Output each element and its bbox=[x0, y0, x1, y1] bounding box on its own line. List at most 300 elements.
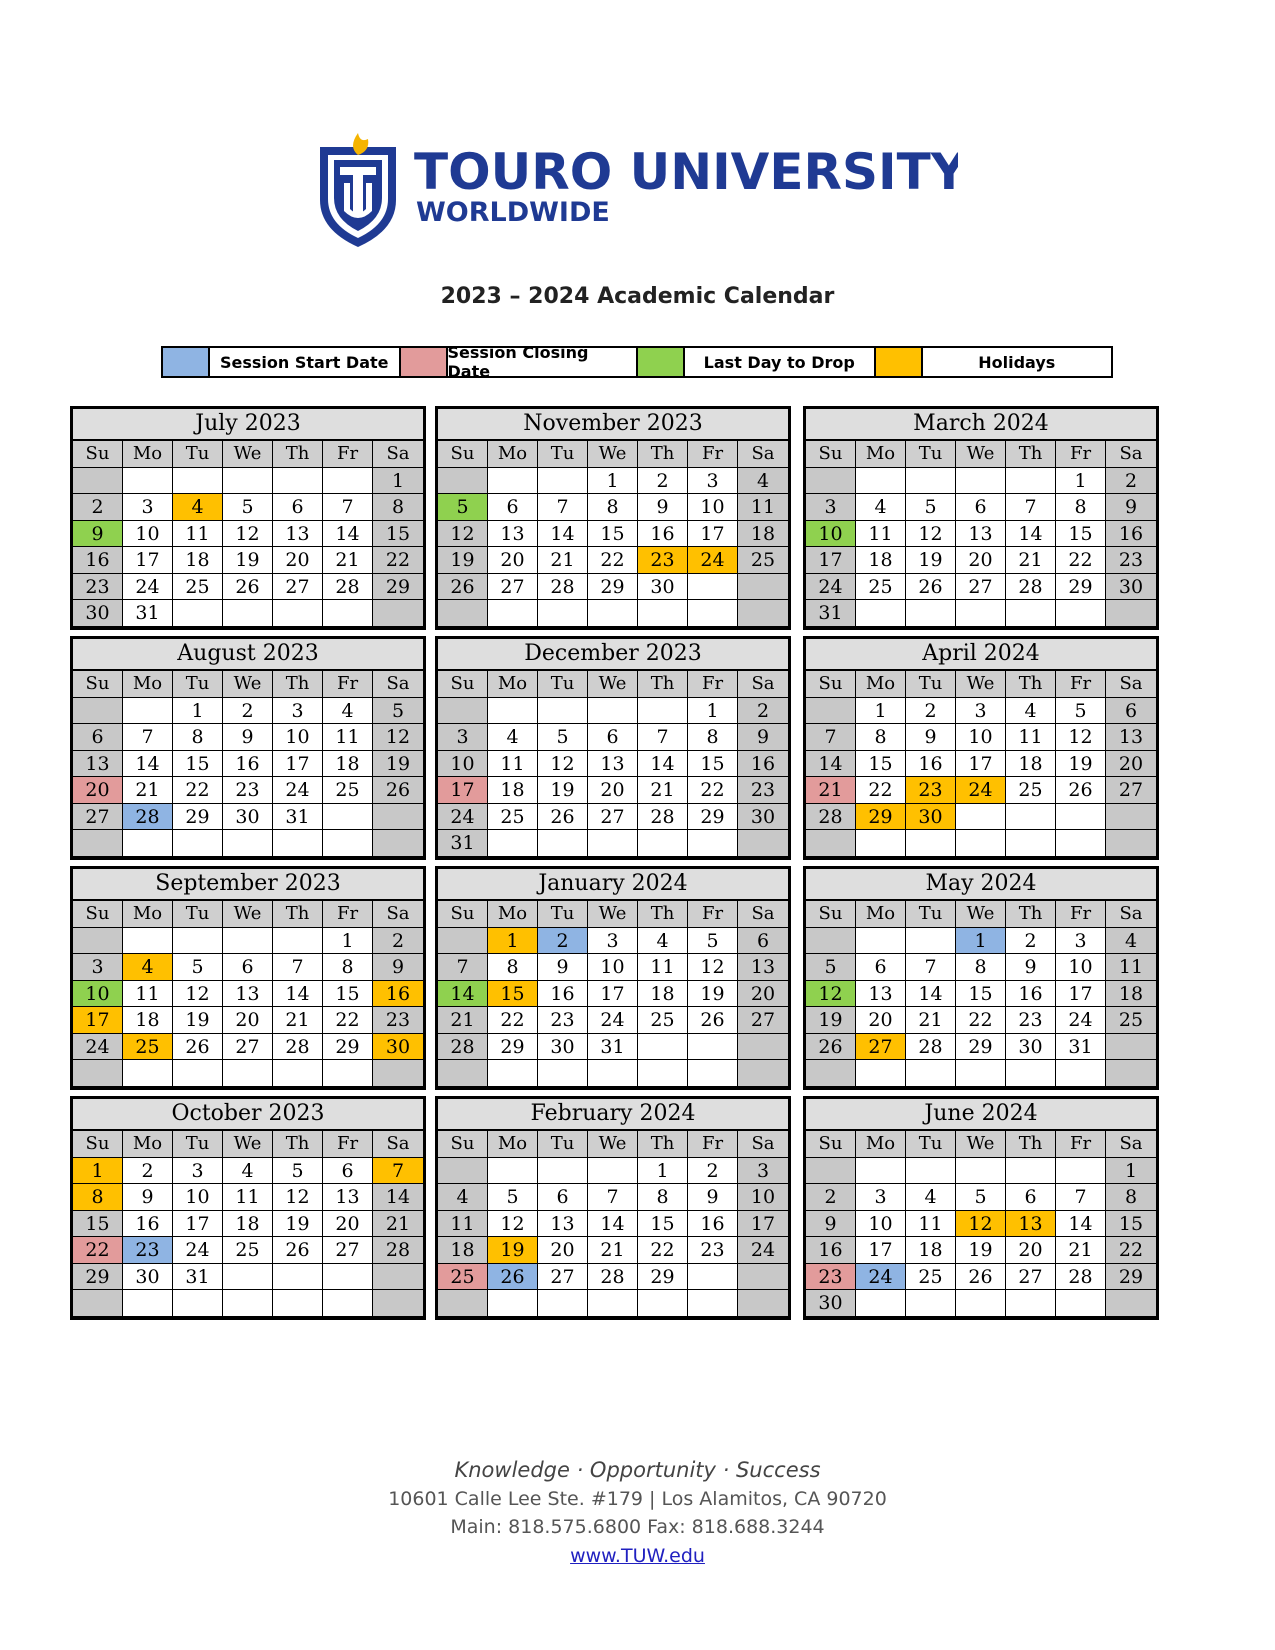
day-cell: 15 bbox=[173, 751, 223, 778]
empty-cell bbox=[688, 1034, 738, 1061]
day-cell: 31 bbox=[438, 830, 488, 857]
month-title: April 2024 bbox=[806, 639, 1156, 671]
day-cell: 1 bbox=[373, 468, 423, 495]
day-cell: 25 bbox=[1006, 777, 1056, 804]
day-cell: 25 bbox=[123, 1034, 173, 1061]
day-cell: 12 bbox=[273, 1184, 323, 1211]
weekday-header: Th bbox=[1006, 441, 1056, 468]
empty-cell bbox=[956, 1060, 1006, 1087]
day-cell: 31 bbox=[1056, 1034, 1106, 1061]
weekday-header: Fr bbox=[1056, 671, 1106, 698]
day-cell: 19 bbox=[173, 1007, 223, 1034]
empty-cell bbox=[173, 1290, 223, 1317]
empty-cell bbox=[123, 830, 173, 857]
day-cell: 17 bbox=[956, 751, 1006, 778]
day-cell: 2 bbox=[123, 1158, 173, 1185]
weekday-header: Sa bbox=[373, 901, 423, 928]
empty-cell bbox=[856, 928, 906, 955]
weekday-header: Fr bbox=[688, 901, 738, 928]
day-cell: 9 bbox=[1006, 954, 1056, 981]
day-cell: 3 bbox=[588, 928, 638, 955]
day-cell: 22 bbox=[373, 547, 423, 574]
empty-cell bbox=[1006, 600, 1056, 627]
day-cell: 13 bbox=[1106, 724, 1156, 751]
empty-cell bbox=[173, 600, 223, 627]
day-cell: 2 bbox=[538, 928, 588, 955]
day-cell: 11 bbox=[488, 751, 538, 778]
day-cell: 14 bbox=[638, 751, 688, 778]
empty-cell bbox=[738, 830, 788, 857]
day-cell: 10 bbox=[438, 751, 488, 778]
day-cell: 6 bbox=[1006, 1184, 1056, 1211]
day-cell: 16 bbox=[123, 1211, 173, 1238]
day-cell: 2 bbox=[223, 698, 273, 725]
month-calendar bbox=[70, 1096, 426, 1320]
weekday-header: We bbox=[588, 441, 638, 468]
weekday-header: Mo bbox=[856, 901, 906, 928]
empty-cell bbox=[373, 1290, 423, 1317]
day-cell: 25 bbox=[488, 804, 538, 831]
day-cell: 7 bbox=[1006, 494, 1056, 521]
empty-cell bbox=[906, 1158, 956, 1185]
day-cell: 30 bbox=[538, 1034, 588, 1061]
weekday-header: Su bbox=[438, 1131, 488, 1158]
day-cell: 28 bbox=[538, 574, 588, 601]
day-cell: 24 bbox=[806, 574, 856, 601]
legend-label: Session Start Date bbox=[210, 348, 401, 376]
day-cell: 23 bbox=[223, 777, 273, 804]
day-cell: 13 bbox=[323, 1184, 373, 1211]
weekday-header: We bbox=[588, 671, 638, 698]
day-cell: 26 bbox=[173, 1034, 223, 1061]
empty-cell bbox=[856, 830, 906, 857]
day-cell: 11 bbox=[323, 724, 373, 751]
day-cell: 20 bbox=[273, 547, 323, 574]
empty-cell bbox=[223, 1290, 273, 1317]
day-cell: 6 bbox=[956, 494, 1006, 521]
weekday-header: Th bbox=[638, 901, 688, 928]
weekday-header: Fr bbox=[1056, 441, 1106, 468]
day-cell: 28 bbox=[323, 574, 373, 601]
weekday-header: We bbox=[956, 1131, 1006, 1158]
empty-cell bbox=[906, 830, 956, 857]
empty-cell bbox=[323, 1290, 373, 1317]
month-title: July 2023 bbox=[73, 409, 423, 441]
day-cell: 11 bbox=[438, 1211, 488, 1238]
empty-cell bbox=[638, 1060, 688, 1087]
day-cell: 19 bbox=[538, 777, 588, 804]
empty-cell bbox=[438, 1060, 488, 1087]
month-title: June 2024 bbox=[806, 1099, 1156, 1131]
weekday-header: Mo bbox=[123, 671, 173, 698]
day-cell: 10 bbox=[273, 724, 323, 751]
empty-cell bbox=[373, 830, 423, 857]
day-cell: 27 bbox=[1106, 777, 1156, 804]
empty-cell bbox=[538, 698, 588, 725]
empty-cell bbox=[73, 1290, 123, 1317]
weekday-header: Fr bbox=[323, 671, 373, 698]
day-cell: 21 bbox=[588, 1237, 638, 1264]
empty-cell bbox=[806, 468, 856, 495]
day-cell: 3 bbox=[738, 1158, 788, 1185]
day-cell: 15 bbox=[588, 521, 638, 548]
month-calendar bbox=[435, 866, 791, 1090]
weekday-header: Su bbox=[73, 671, 123, 698]
day-cell: 27 bbox=[223, 1034, 273, 1061]
day-cell: 25 bbox=[738, 547, 788, 574]
day-cell: 16 bbox=[73, 547, 123, 574]
day-cell: 15 bbox=[956, 981, 1006, 1008]
weekday-header: Tu bbox=[173, 671, 223, 698]
empty-cell bbox=[956, 600, 1006, 627]
empty-cell bbox=[123, 1060, 173, 1087]
day-cell: 14 bbox=[1056, 1211, 1106, 1238]
day-cell: 22 bbox=[856, 777, 906, 804]
day-cell: 18 bbox=[856, 547, 906, 574]
day-cell: 10 bbox=[688, 494, 738, 521]
empty-cell bbox=[906, 600, 956, 627]
weekday-header: We bbox=[223, 901, 273, 928]
day-cell: 8 bbox=[173, 724, 223, 751]
empty-cell bbox=[638, 1034, 688, 1061]
day-cell: 16 bbox=[688, 1211, 738, 1238]
day-cell: 16 bbox=[638, 521, 688, 548]
day-cell: 4 bbox=[323, 698, 373, 725]
day-cell: 10 bbox=[123, 521, 173, 548]
weekday-header: We bbox=[956, 901, 1006, 928]
day-cell: 16 bbox=[373, 981, 423, 1008]
day-cell: 14 bbox=[323, 521, 373, 548]
day-cell: 14 bbox=[438, 981, 488, 1008]
weekday-header: Th bbox=[1006, 1131, 1056, 1158]
weekday-header: Th bbox=[638, 671, 688, 698]
day-cell: 9 bbox=[738, 724, 788, 751]
day-cell: 23 bbox=[688, 1237, 738, 1264]
day-cell: 23 bbox=[738, 777, 788, 804]
day-cell: 27 bbox=[738, 1007, 788, 1034]
weekday-header: Sa bbox=[1106, 671, 1156, 698]
day-cell: 15 bbox=[856, 751, 906, 778]
day-cell: 31 bbox=[123, 600, 173, 627]
day-cell: 20 bbox=[223, 1007, 273, 1034]
day-cell: 7 bbox=[323, 494, 373, 521]
weekday-header: Fr bbox=[688, 1131, 738, 1158]
day-cell: 29 bbox=[588, 574, 638, 601]
weekday-header: Th bbox=[273, 441, 323, 468]
weekday-header: Mo bbox=[123, 901, 173, 928]
day-cell: 14 bbox=[1006, 521, 1056, 548]
day-cell: 6 bbox=[488, 494, 538, 521]
day-cell: 2 bbox=[806, 1184, 856, 1211]
day-cell: 28 bbox=[1056, 1264, 1106, 1291]
weekday-header: Th bbox=[273, 1131, 323, 1158]
day-cell: 30 bbox=[123, 1264, 173, 1291]
day-cell: 26 bbox=[488, 1264, 538, 1291]
empty-cell bbox=[688, 600, 738, 627]
weekday-header: Th bbox=[638, 441, 688, 468]
legend bbox=[161, 343, 1113, 381]
day-cell: 9 bbox=[806, 1211, 856, 1238]
day-cell: 4 bbox=[438, 1184, 488, 1211]
day-cell: 24 bbox=[273, 777, 323, 804]
day-cell: 25 bbox=[906, 1264, 956, 1291]
day-cell: 18 bbox=[1106, 981, 1156, 1008]
empty-cell bbox=[223, 1060, 273, 1087]
empty-cell bbox=[438, 468, 488, 495]
month-title: November 2023 bbox=[438, 409, 788, 441]
day-cell: 23 bbox=[638, 547, 688, 574]
day-cell: 18 bbox=[173, 547, 223, 574]
empty-cell bbox=[538, 1290, 588, 1317]
day-cell: 16 bbox=[1006, 981, 1056, 1008]
empty-cell bbox=[73, 1060, 123, 1087]
day-cell: 18 bbox=[123, 1007, 173, 1034]
empty-cell bbox=[323, 830, 373, 857]
weekday-header: We bbox=[223, 1131, 273, 1158]
day-cell: 26 bbox=[223, 574, 273, 601]
day-cell: 30 bbox=[73, 600, 123, 627]
weekday-header: We bbox=[588, 901, 638, 928]
day-cell: 27 bbox=[588, 804, 638, 831]
day-cell: 27 bbox=[488, 574, 538, 601]
weekday-header: Su bbox=[438, 671, 488, 698]
day-cell: 21 bbox=[273, 1007, 323, 1034]
empty-cell bbox=[588, 1158, 638, 1185]
day-cell: 7 bbox=[438, 954, 488, 981]
legend-swatch bbox=[876, 348, 923, 376]
empty-cell bbox=[738, 574, 788, 601]
day-cell: 25 bbox=[638, 1007, 688, 1034]
legend-label: Holidays bbox=[978, 352, 1056, 372]
legend-swatch bbox=[163, 348, 210, 376]
weekday-header: Mo bbox=[488, 441, 538, 468]
day-cell: 15 bbox=[688, 751, 738, 778]
day-cell: 4 bbox=[223, 1158, 273, 1185]
empty-cell bbox=[856, 468, 906, 495]
empty-cell bbox=[1106, 1290, 1156, 1317]
empty-cell bbox=[538, 1060, 588, 1087]
day-cell: 8 bbox=[1106, 1184, 1156, 1211]
day-cell: 29 bbox=[173, 804, 223, 831]
day-cell: 21 bbox=[323, 547, 373, 574]
day-cell: 28 bbox=[273, 1034, 323, 1061]
day-cell: 28 bbox=[906, 1034, 956, 1061]
day-cell: 6 bbox=[856, 954, 906, 981]
day-cell: 30 bbox=[1106, 574, 1156, 601]
day-cell: 27 bbox=[856, 1034, 906, 1061]
empty-cell bbox=[73, 830, 123, 857]
day-cell: 11 bbox=[1006, 724, 1056, 751]
day-cell: 16 bbox=[1106, 521, 1156, 548]
empty-cell bbox=[488, 1158, 538, 1185]
day-cell: 1 bbox=[173, 698, 223, 725]
weekday-header: Su bbox=[438, 441, 488, 468]
day-cell: 16 bbox=[738, 751, 788, 778]
day-cell: 9 bbox=[373, 954, 423, 981]
day-cell: 5 bbox=[806, 954, 856, 981]
day-cell: 3 bbox=[73, 954, 123, 981]
weekday-header: Tu bbox=[538, 1131, 588, 1158]
empty-cell bbox=[223, 1264, 273, 1291]
day-cell: 26 bbox=[438, 574, 488, 601]
day-cell: 8 bbox=[373, 494, 423, 521]
month-title: January 2024 bbox=[438, 869, 788, 901]
weekday-header: Su bbox=[73, 901, 123, 928]
month-calendar bbox=[435, 1096, 791, 1320]
day-cell: 14 bbox=[806, 751, 856, 778]
empty-cell bbox=[738, 1264, 788, 1291]
empty-cell bbox=[906, 1290, 956, 1317]
weekday-header: Mo bbox=[488, 1131, 538, 1158]
phones: Main: 818.575.6800 Fax: 818.688.3244 bbox=[450, 1516, 825, 1538]
day-cell: 29 bbox=[638, 1264, 688, 1291]
empty-cell bbox=[738, 1034, 788, 1061]
day-cell: 18 bbox=[438, 1237, 488, 1264]
day-cell: 29 bbox=[73, 1264, 123, 1291]
day-cell: 6 bbox=[73, 724, 123, 751]
day-cell: 28 bbox=[373, 1237, 423, 1264]
day-cell: 13 bbox=[73, 751, 123, 778]
month-calendar bbox=[803, 406, 1159, 630]
legend-label: Last Day to Drop bbox=[685, 348, 876, 376]
empty-cell bbox=[488, 830, 538, 857]
day-cell: 2 bbox=[738, 698, 788, 725]
day-cell: 2 bbox=[73, 494, 123, 521]
day-cell: 5 bbox=[273, 1158, 323, 1185]
empty-cell bbox=[688, 1290, 738, 1317]
day-cell: 19 bbox=[223, 547, 273, 574]
day-cell: 13 bbox=[273, 521, 323, 548]
weekday-header: Tu bbox=[173, 901, 223, 928]
day-cell: 20 bbox=[538, 1237, 588, 1264]
day-cell: 28 bbox=[638, 804, 688, 831]
weekday-header: Sa bbox=[373, 671, 423, 698]
day-cell: 28 bbox=[806, 804, 856, 831]
day-cell: 21 bbox=[806, 777, 856, 804]
day-cell: 10 bbox=[956, 724, 1006, 751]
day-cell: 14 bbox=[273, 981, 323, 1008]
logo-brand: TOURO UNIVERSITY bbox=[414, 143, 958, 201]
day-cell: 1 bbox=[638, 1158, 688, 1185]
empty-cell bbox=[173, 468, 223, 495]
day-cell: 19 bbox=[688, 981, 738, 1008]
day-cell: 9 bbox=[223, 724, 273, 751]
day-cell: 12 bbox=[806, 981, 856, 1008]
month-calendar bbox=[803, 866, 1159, 1090]
day-cell: 11 bbox=[123, 981, 173, 1008]
day-cell: 10 bbox=[588, 954, 638, 981]
day-cell: 26 bbox=[956, 1264, 1006, 1291]
day-cell: 24 bbox=[123, 574, 173, 601]
month-calendar bbox=[803, 1096, 1159, 1320]
day-cell: 4 bbox=[738, 468, 788, 495]
day-cell: 14 bbox=[588, 1211, 638, 1238]
day-cell: 1 bbox=[1106, 1158, 1156, 1185]
empty-cell bbox=[1106, 1060, 1156, 1087]
day-cell: 19 bbox=[906, 547, 956, 574]
empty-cell bbox=[538, 1158, 588, 1185]
day-cell: 27 bbox=[273, 574, 323, 601]
weekday-header: Tu bbox=[538, 671, 588, 698]
day-cell: 4 bbox=[1106, 928, 1156, 955]
empty-cell bbox=[588, 1060, 638, 1087]
day-cell: 31 bbox=[588, 1034, 638, 1061]
empty-cell bbox=[638, 600, 688, 627]
empty-cell bbox=[1006, 1060, 1056, 1087]
day-cell: 22 bbox=[73, 1237, 123, 1264]
day-cell: 9 bbox=[538, 954, 588, 981]
empty-cell bbox=[1056, 804, 1106, 831]
day-cell: 30 bbox=[373, 1034, 423, 1061]
empty-cell bbox=[488, 698, 538, 725]
day-cell: 24 bbox=[738, 1237, 788, 1264]
empty-cell bbox=[438, 928, 488, 955]
day-cell: 25 bbox=[438, 1264, 488, 1291]
day-cell: 13 bbox=[856, 981, 906, 1008]
empty-cell bbox=[956, 1158, 1006, 1185]
empty-cell bbox=[438, 600, 488, 627]
empty-cell bbox=[806, 1158, 856, 1185]
day-cell: 14 bbox=[123, 751, 173, 778]
day-cell: 8 bbox=[956, 954, 1006, 981]
weekday-header: Mo bbox=[488, 901, 538, 928]
weekday-header: Tu bbox=[906, 901, 956, 928]
day-cell: 3 bbox=[173, 1158, 223, 1185]
weekday-header: Su bbox=[806, 441, 856, 468]
empty-cell bbox=[488, 468, 538, 495]
tagline: Knowledge · Opportunity · Success bbox=[454, 1458, 821, 1482]
day-cell: 3 bbox=[688, 468, 738, 495]
day-cell: 3 bbox=[438, 724, 488, 751]
month-calendar bbox=[435, 636, 791, 860]
footer bbox=[0, 1455, 1275, 1571]
empty-cell bbox=[688, 1264, 738, 1291]
day-cell: 11 bbox=[1106, 954, 1156, 981]
day-cell: 10 bbox=[806, 521, 856, 548]
empty-cell bbox=[173, 830, 223, 857]
empty-cell bbox=[488, 600, 538, 627]
day-cell: 15 bbox=[1106, 1211, 1156, 1238]
empty-cell bbox=[123, 468, 173, 495]
weekday-header: Th bbox=[273, 901, 323, 928]
day-cell: 29 bbox=[1106, 1264, 1156, 1291]
day-cell: 26 bbox=[273, 1237, 323, 1264]
empty-cell bbox=[1106, 804, 1156, 831]
day-cell: 26 bbox=[1056, 777, 1106, 804]
empty-cell bbox=[538, 600, 588, 627]
day-cell: 30 bbox=[738, 804, 788, 831]
day-cell: 24 bbox=[956, 777, 1006, 804]
empty-cell bbox=[738, 600, 788, 627]
day-cell: 11 bbox=[738, 494, 788, 521]
day-cell: 25 bbox=[1106, 1007, 1156, 1034]
empty-cell bbox=[323, 1264, 373, 1291]
empty-cell bbox=[488, 1290, 538, 1317]
legend-swatch bbox=[401, 348, 448, 376]
day-cell: 24 bbox=[688, 547, 738, 574]
empty-cell bbox=[856, 1060, 906, 1087]
day-cell: 20 bbox=[488, 547, 538, 574]
website-link[interactable]: www.TUW.edu bbox=[570, 1545, 705, 1567]
day-cell: 13 bbox=[538, 1211, 588, 1238]
day-cell: 3 bbox=[273, 698, 323, 725]
day-cell: 1 bbox=[688, 698, 738, 725]
weekday-header: Fr bbox=[323, 1131, 373, 1158]
day-cell: 17 bbox=[856, 1237, 906, 1264]
empty-cell bbox=[856, 1158, 906, 1185]
day-cell: 6 bbox=[223, 954, 273, 981]
day-cell: 12 bbox=[538, 751, 588, 778]
